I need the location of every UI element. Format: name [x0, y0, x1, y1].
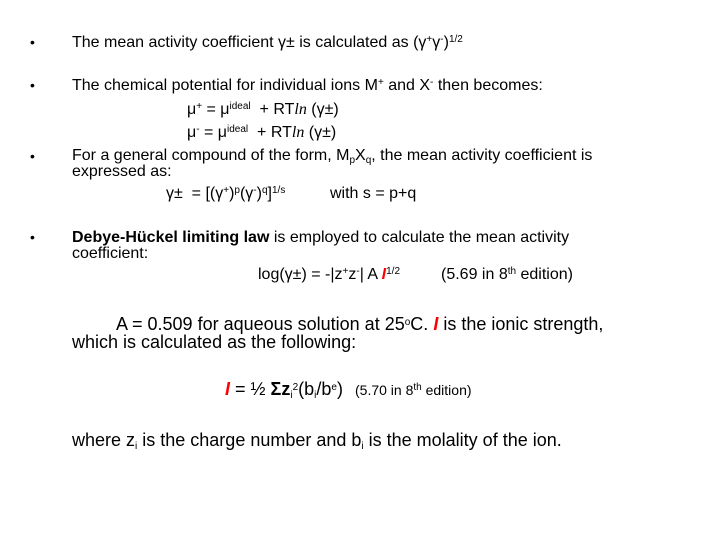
equation-ionic-strength-reference: (5.70 in 8th edition) — [355, 382, 472, 398]
bullet-2-text: The chemical potential for individual ions M+ and X- then becomes: — [72, 77, 543, 94]
bullet-4: • — [30, 229, 35, 245]
equation-mu-minus: $\mu^- = \mu^{ideal} + RTln$ (γ±) — [187, 124, 337, 141]
bullet-3-text: For a general compound of the form, $M_pX_q$, the mean activity coefficient is — [72, 147, 593, 166]
equation-mu-plus: $\mu^+ = \mu^{ideal} + RTln$ (γ±) — [187, 101, 339, 118]
bullet-2: • — [30, 77, 35, 93]
equation-s-definition: with s = p+q — [330, 185, 417, 202]
equation-mean-activity: $\gamma\pm = [(\gamma^+)^p(\gamma^-)^q]^{1/s}$ — [166, 185, 286, 202]
bullet-1-text: The mean activity coefficient γ± is calculated as $(\gamma^+\gamma^-)^{1/2}$ — [72, 34, 463, 51]
equation-debye-huckel: log(γ±) = -|z+z-| A $I^{1/2}$ — [258, 266, 401, 283]
bullet-4-text: Debye-Hückel limiting law is employed to calculate the mean activity — [72, 229, 570, 246]
paragraph-line1: A = 0.509 for aqueous solution at 25$^o$C. I is the ionic strength, — [116, 314, 604, 334]
equation-ionic-strength: I = ½ $\Sigma z_i^2(b_i/b^e)$ — [225, 379, 343, 401]
equation-debye-huckel-reference: (5.69 in 8th edition) — [441, 266, 573, 283]
paragraph-line2: which is calculated as the following: — [72, 332, 357, 352]
bullet-4-text-line2: coefficient: — [72, 245, 149, 262]
bullet-3: • — [30, 148, 35, 164]
closing-sentence: where $z_i$ is the charge number and $b_i$ is the molality of the ion. — [72, 430, 562, 452]
bullet-3-text-line2: expressed as: — [72, 163, 172, 180]
bullet-1: • — [30, 34, 35, 50]
